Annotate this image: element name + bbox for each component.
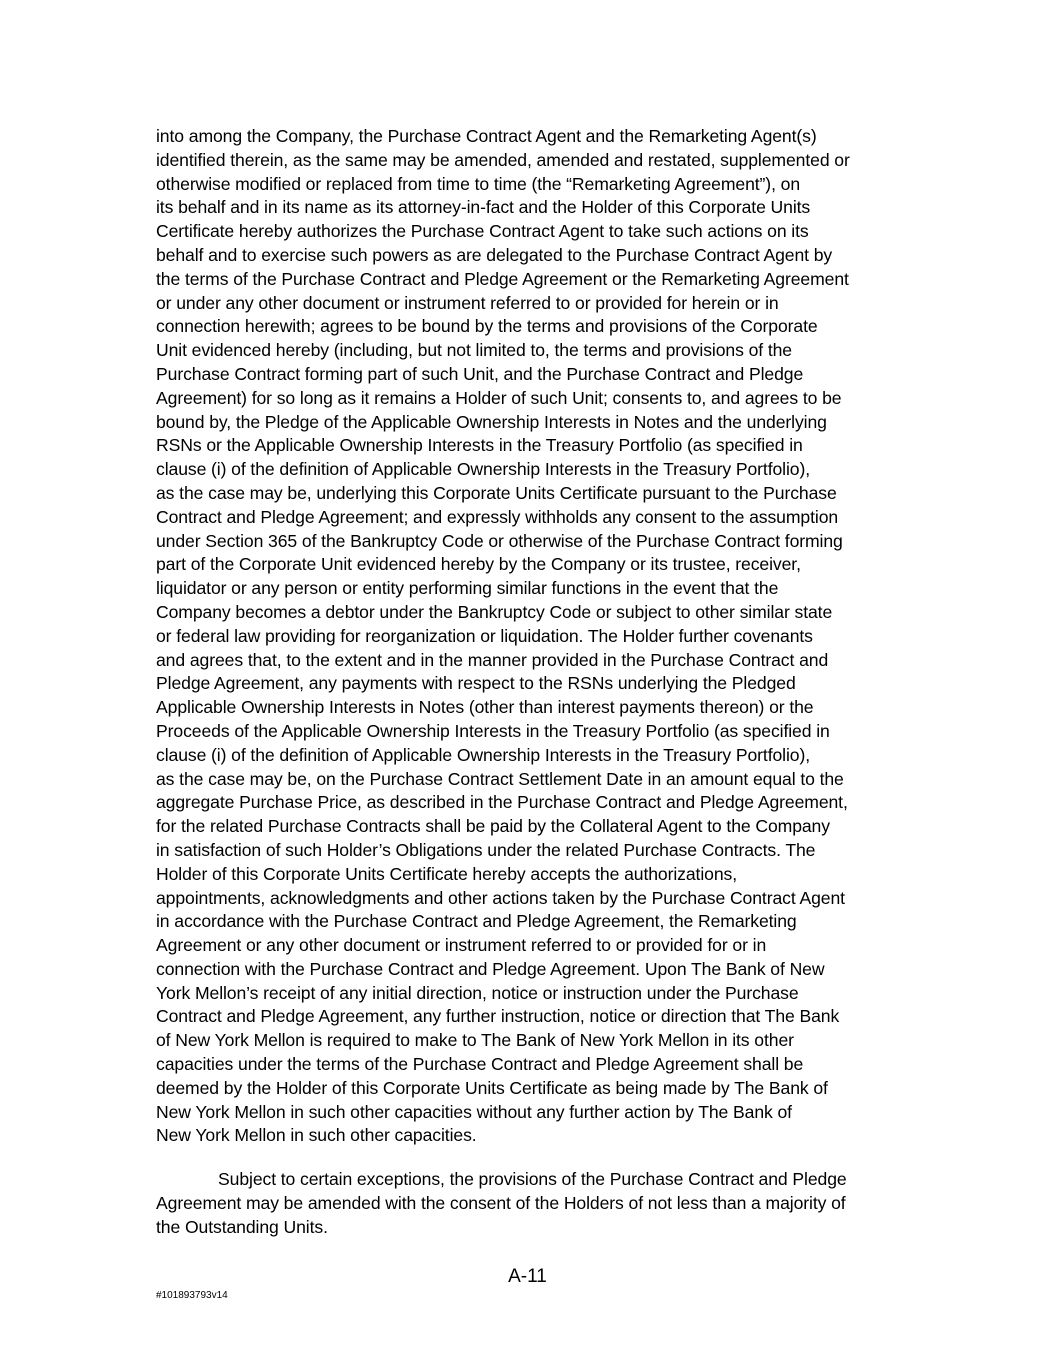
text-line: part of the Corporate Unit evidenced hereby by the Company or its trustee, receiver, <box>156 554 801 575</box>
text-line: in satisfaction of such Holder’s Obligations under the related Purchase Contracts. The <box>156 839 816 860</box>
text-line: York Mellon’s receipt of any initial direction, notice or instruction under the Purchase <box>156 982 799 1003</box>
page-number: A-11 <box>508 1266 547 1287</box>
text-line: Company becomes a debtor under the Bankruptcy Code or subject to other similar state <box>156 601 833 622</box>
text-line: Contract and Pledge Agreement; and expressly withholds any consent to the assumption <box>156 506 839 527</box>
document-id: #101893793v14 <box>156 1290 228 1301</box>
text-line: bound by, the Pledge of the Applicable Ownership Interests in Notes and the underlying <box>156 411 827 432</box>
text-line: Pledge Agreement, any payments with respect to the RSNs underlying the Pledged <box>156 673 796 694</box>
text-line: identified therein, as the same may be amended, amended and restated, supplemented or <box>156 149 850 170</box>
text-line: Applicable Ownership Interests in Notes (other than interest payments thereon) or the <box>156 697 814 718</box>
text-line: New York Mellon in such other capacities without any further action by The Bank of <box>156 1101 792 1122</box>
text-line: Subject to certain exceptions, the provisions of the Purchase Contract and Pledge <box>218 1169 847 1189</box>
text-line: capacities under the terms of the Purchase Contract and Pledge Agreement shall be <box>156 1054 804 1075</box>
text-line: the Outstanding Units. <box>156 1216 328 1237</box>
text-line: liquidator or any person or entity performing similar functions in the event that the <box>156 578 779 599</box>
text-line: aggregate Purchase Price, as described in the Purchase Contract and Pledge Agreement, <box>156 792 848 813</box>
text-line: connection herewith; agrees to be bound by the terms and provisions of the Corporate <box>156 316 818 337</box>
text-line: Unit evidenced hereby (including, but not limited to, the terms and provisions of the <box>156 340 792 361</box>
text-line: into among the Company, the Purchase Contract Agent and the Remarketing Agent(s) <box>156 126 817 146</box>
text-line: Agreement) for so long as it remains a Holder of such Unit; consents to, and agrees to be <box>156 387 842 408</box>
text-line: as the case may be, on the Purchase Contract Settlement Date in an amount equal to the <box>156 768 844 789</box>
text-line: Holder of this Corporate Units Certificate hereby accepts the authorizations, <box>156 863 738 884</box>
body-paragraph-2 <box>156 1168 906 1239</box>
text-line: Contract and Pledge Agreement, any further instruction, notice or direction that The Bank <box>156 1006 840 1027</box>
text-line: deemed by the Holder of this Corporate Units Certificate as being made by The Bank of <box>156 1077 828 1098</box>
text-line: clause (i) of the definition of Applicable Ownership Interests in the Treasury Portfolio), <box>156 459 811 480</box>
body-paragraph-1 <box>156 125 906 1148</box>
text-line: Purchase Contract forming part of such Unit, and the Purchase Contract and Pledge <box>156 363 804 384</box>
text-line: clause (i) of the definition of Applicable Ownership Interests in the Treasury Portfolio), <box>156 744 811 765</box>
text-line: appointments, acknowledgments and other actions taken by the Purchase Contract Agent <box>156 887 845 908</box>
text-line: or under any other document or instrument referred to or provided for herein or in <box>156 292 779 313</box>
text-line: Certificate hereby authorizes the Purchase Contract Agent to take such actions on its <box>156 221 809 242</box>
text-line: New York Mellon in such other capacities. <box>156 1125 477 1146</box>
text-line: the terms of the Purchase Contract and Pledge Agreement or the Remarketing Agreement <box>156 268 849 289</box>
text-line: under Section 365 of the Bankruptcy Code or otherwise of the Purchase Contract forming <box>156 530 843 551</box>
text-line: Agreement or any other document or instrument referred to or provided for or in <box>156 935 767 956</box>
text-line: behalf and to exercise such powers as are delegated to the Purchase Contract Agent by <box>156 244 833 265</box>
text-line: RSNs or the Applicable Ownership Interests in the Treasury Portfolio (as specified in <box>156 435 803 456</box>
text-line: connection with the Purchase Contract and Pledge Agreement. Upon The Bank of New <box>156 958 825 979</box>
text-line: Proceeds of the Applicable Ownership Interests in the Treasury Portfolio (as specified in <box>156 720 830 741</box>
text-line: its behalf and in its name as its attorney-in-fact and the Holder of this Corporate Units <box>156 197 811 218</box>
text-line: Agreement may be amended with the consent of the Holders of not less than a majority of <box>156 1192 846 1213</box>
text-line: of New York Mellon is required to make to The Bank of New York Mellon in its other <box>156 1030 794 1051</box>
text-line: or federal law providing for reorganization or liquidation. The Holder further covenants <box>156 625 813 646</box>
text-line: otherwise modified or replaced from time to time (the “Remarketing Agreement”), on <box>156 173 801 194</box>
text-line: in accordance with the Purchase Contract and Pledge Agreement, the Remarketing <box>156 911 797 932</box>
text-line: as the case may be, underlying this Corporate Units Certificate pursuant to the Purchase <box>156 482 837 503</box>
text-line: for the related Purchase Contracts shall be paid by the Collateral Agent to the Company <box>156 816 830 837</box>
text-line: and agrees that, to the extent and in the manner provided in the Purchase Contract and <box>156 649 829 670</box>
